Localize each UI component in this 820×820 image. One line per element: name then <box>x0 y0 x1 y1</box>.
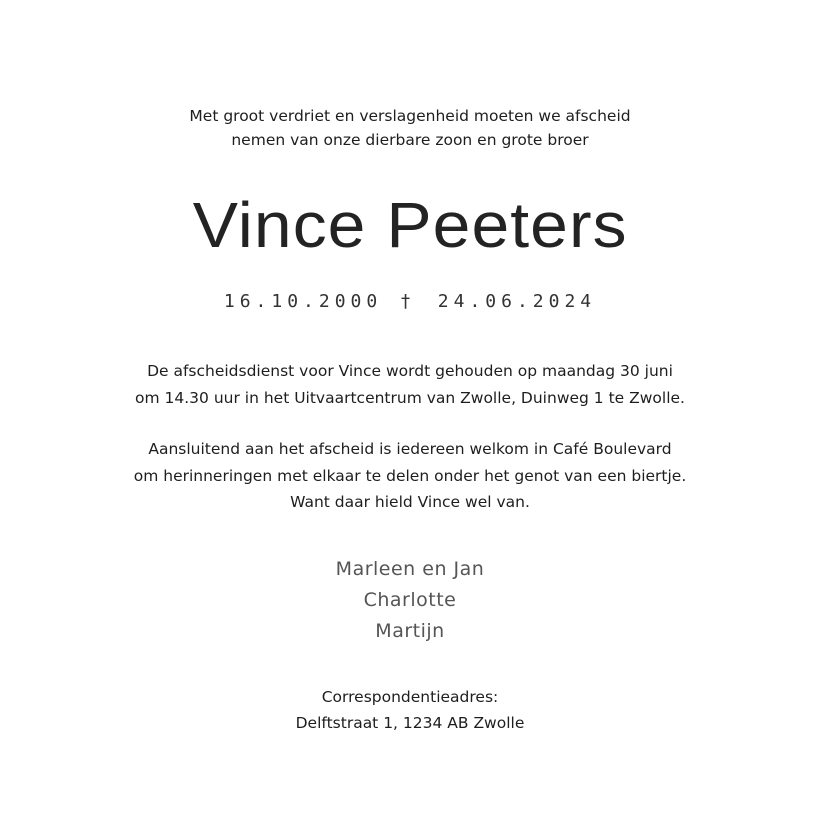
intro-line-1: Met groot verdriet en verslagenheid moeten we afscheid <box>189 107 631 125</box>
family-names <box>0 554 820 647</box>
gathering-text <box>0 436 820 516</box>
family-member: Charlotte <box>363 589 457 611</box>
family-member: Martijn <box>375 620 445 642</box>
life-dates <box>0 288 820 316</box>
gathering-line-3: Want daar hield Vince wel van. <box>290 493 530 511</box>
address-label: Correspondentieadres: <box>321 688 499 706</box>
intro-text <box>0 104 820 152</box>
family-member: Marleen en Jan <box>335 558 485 580</box>
address-line: Delftstraat 1, 1234 AB Zwolle <box>295 714 525 732</box>
ceremony-line-2: om 14.30 uur in het Uitvaartcentrum van Zwolle, Duinweg 1 te Zwolle. <box>135 388 685 407</box>
correspondence-address <box>0 684 820 736</box>
gathering-line-2: om herinneringen met elkaar te delen onder het genot van een biertje. <box>133 466 687 485</box>
ceremony-text <box>0 358 820 411</box>
gathering-line-1: Aansluitend aan het afscheid is iedereen welkom in Café Boulevard <box>148 440 672 458</box>
birth-date: 16.10.2000 <box>223 291 383 312</box>
ceremony-line-1: De afscheidsdienst voor Vince wordt gehouden op maandag 30 juni <box>147 362 673 380</box>
death-date: 24.06.2024 <box>437 291 597 312</box>
intro-line-2: nemen van onze dierbare zoon en grote broer <box>231 131 589 149</box>
cross-separator: † <box>400 291 416 312</box>
deceased-name-text: Vince Peeters <box>192 189 628 261</box>
deceased-name <box>0 180 820 270</box>
